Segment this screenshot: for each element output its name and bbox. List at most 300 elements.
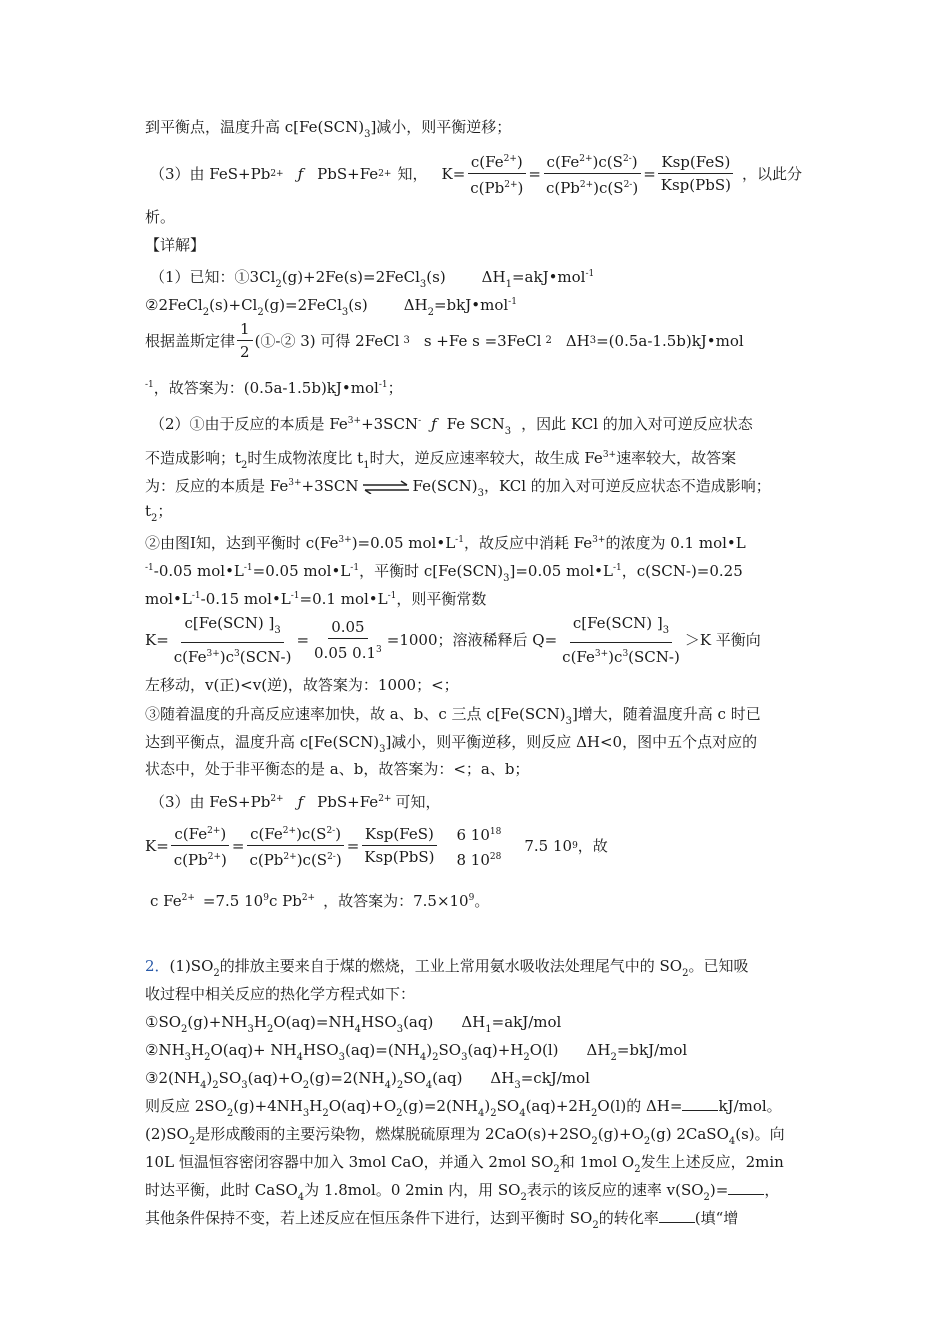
text-line bbox=[145, 731, 757, 761]
subscript: 3 bbox=[184, 1052, 192, 1063]
text: 时大，逆反应速率较大，故生成 Fe bbox=[369, 449, 603, 467]
text: ； bbox=[157, 502, 173, 520]
subscript: 2 bbox=[322, 1108, 329, 1119]
text: )=0.05 mol•L bbox=[351, 534, 456, 552]
superscript: -1 bbox=[350, 563, 360, 573]
text: ) bbox=[593, 179, 600, 197]
answer-blank[interactable] bbox=[659, 1208, 695, 1223]
superscript: 3+ bbox=[347, 416, 362, 426]
text: ③2(NH bbox=[145, 1069, 201, 1087]
text: ) bbox=[484, 1097, 491, 1115]
text: +3SCN bbox=[301, 477, 359, 495]
text: SO bbox=[403, 1069, 426, 1087]
reversible-arrow-icon bbox=[361, 480, 411, 494]
text: 时达平衡，此时 CaSO bbox=[145, 1181, 298, 1199]
text: Fe(SCN) bbox=[412, 477, 478, 495]
text: ；溶液稀释后 Q= bbox=[437, 631, 558, 649]
superscript: -1 bbox=[455, 535, 464, 545]
text: K= bbox=[145, 631, 169, 649]
text-line bbox=[145, 585, 486, 610]
text: ) bbox=[631, 153, 638, 171]
text: ，KCl 的加入对可逆反应状态不造成影响； bbox=[483, 477, 771, 495]
text-line bbox=[150, 410, 753, 443]
text: c[Fe(SCN) ] bbox=[184, 614, 275, 632]
text: HSO bbox=[361, 1013, 397, 1031]
text: ) bbox=[335, 825, 342, 843]
text: 根据盖斯定律 bbox=[145, 331, 236, 350]
text: ②NH bbox=[145, 1041, 185, 1059]
text: c(Fe bbox=[250, 825, 283, 843]
text: Fe SCN bbox=[446, 415, 505, 433]
text: (g)=2(NH bbox=[309, 1069, 385, 1087]
subscript: 4 bbox=[519, 1108, 526, 1119]
text: ) bbox=[206, 1069, 213, 1087]
subscript: 3 bbox=[241, 1080, 248, 1091]
text: -0.15 mol•L bbox=[200, 590, 291, 608]
text: K= bbox=[145, 836, 169, 855]
fraction bbox=[453, 821, 504, 871]
formula-line bbox=[145, 318, 744, 363]
text: 10L 恒温恒容密闭容器中加入 3mol CaO，并通入 2mol SO bbox=[145, 1153, 554, 1171]
text: =0.05 mol•L bbox=[252, 562, 351, 580]
subscript: 4 bbox=[425, 1080, 433, 1091]
text: (g)+O bbox=[597, 1125, 644, 1143]
text: 则反应 2SO bbox=[145, 1097, 227, 1115]
fraction bbox=[171, 612, 295, 668]
equilibrium-icon: ƒ bbox=[297, 164, 304, 183]
subscript: 1 bbox=[363, 460, 370, 471]
subscript: 2 bbox=[212, 1080, 219, 1091]
subscript: 3 bbox=[503, 573, 510, 584]
superscript: -1 bbox=[612, 563, 622, 573]
text: ]减小，则平衡逆移； bbox=[370, 118, 512, 136]
text-line: 左移动，v(正)<v(逆)，故答案为：1000；<； bbox=[145, 676, 459, 694]
text: =ckJ/mol bbox=[520, 1069, 590, 1087]
text: =7.5 10 bbox=[202, 892, 264, 910]
text: (aq)+H bbox=[467, 1041, 524, 1059]
subscript: 2 bbox=[151, 513, 158, 524]
text: c(Fe bbox=[562, 648, 595, 666]
text: ，以此分 bbox=[741, 164, 802, 183]
text: 知， bbox=[397, 164, 428, 183]
fraction bbox=[246, 820, 344, 871]
subscript: 2 bbox=[396, 1080, 404, 1091]
subscript: 2 bbox=[682, 968, 689, 979]
superscript: 2- bbox=[622, 154, 632, 164]
fraction bbox=[311, 616, 385, 664]
text-line bbox=[145, 955, 749, 985]
text: )= bbox=[709, 1181, 729, 1199]
superscript: -1 bbox=[508, 297, 517, 307]
text: ，则平衡常数 bbox=[396, 590, 487, 608]
text-line bbox=[150, 788, 440, 813]
text: c Pb bbox=[268, 892, 302, 910]
text: O(aq)+ NH bbox=[210, 1041, 297, 1059]
superscript: - bbox=[418, 416, 422, 426]
text: HSO bbox=[302, 1041, 339, 1059]
text: 和 1mol O bbox=[559, 1153, 635, 1171]
text: 到平衡点，温度升高 c[Fe(SCN) bbox=[145, 118, 365, 136]
text: c Fe bbox=[150, 892, 182, 910]
fraction bbox=[361, 823, 437, 868]
text: =akJ•mol bbox=[511, 268, 586, 286]
text: t bbox=[145, 502, 152, 520]
subscript: 2 bbox=[226, 1108, 234, 1119]
text-line bbox=[145, 1179, 779, 1209]
text: c(S bbox=[301, 825, 327, 843]
superscript: 2+ bbox=[301, 893, 316, 903]
superscript: -1 bbox=[585, 269, 595, 279]
subscript: 4 bbox=[728, 1136, 736, 1147]
subscript: 3 bbox=[247, 1024, 254, 1035]
equilibrium-icon: ƒ bbox=[297, 793, 304, 811]
text: ΔH bbox=[490, 1069, 515, 1087]
subscript: 4 bbox=[354, 1024, 362, 1035]
superscript: 3+ bbox=[602, 450, 617, 460]
text: (s)+Cl bbox=[209, 296, 258, 314]
text: （3）由 FeS+Pb bbox=[150, 793, 271, 811]
answer-blank[interactable] bbox=[682, 1096, 718, 1111]
text: (填“增 bbox=[694, 1209, 739, 1227]
superscript: -1 bbox=[243, 563, 253, 573]
subscript: 2 bbox=[188, 1136, 196, 1147]
subscript: 3 bbox=[403, 334, 410, 346]
text: c(Pb bbox=[173, 851, 208, 869]
superscript: 2+ bbox=[378, 794, 392, 804]
text: ) bbox=[221, 851, 227, 869]
text: c(Fe bbox=[173, 648, 207, 666]
superscript: 3+ bbox=[594, 649, 609, 659]
text: 速率较大，故答案 bbox=[616, 449, 737, 467]
text: 1 bbox=[237, 318, 253, 341]
text: ) bbox=[390, 1069, 397, 1087]
text: ) bbox=[592, 153, 599, 171]
text: PbS+Fe bbox=[317, 793, 379, 811]
text: Ksp(FeS) bbox=[362, 823, 437, 846]
text: (s)。向 bbox=[735, 1125, 785, 1143]
formula-line bbox=[150, 148, 802, 199]
subscript: 2 bbox=[643, 1136, 651, 1147]
text: 2 bbox=[240, 343, 250, 361]
text: 不造成影响；t bbox=[145, 449, 242, 467]
superscript: 2+ bbox=[504, 180, 518, 190]
answer-blank[interactable] bbox=[728, 1180, 764, 1195]
superscript: -1 bbox=[290, 591, 300, 601]
text: c(Pb bbox=[545, 179, 580, 197]
text: Ksp(PbS) bbox=[364, 848, 435, 866]
superscript: 2+ bbox=[283, 852, 297, 862]
subscript: 4 bbox=[419, 1052, 427, 1063]
subscript: 2 bbox=[520, 1192, 527, 1203]
equals: = bbox=[528, 164, 541, 183]
subscript: 2 bbox=[266, 1024, 274, 1035]
text: ) bbox=[335, 851, 342, 869]
text: ]增大，随着温度升高 c 时已 bbox=[571, 705, 761, 723]
text: ，故 bbox=[577, 836, 608, 855]
text: (SCN-) bbox=[239, 648, 292, 666]
text: (g)=2(NH bbox=[402, 1097, 479, 1115]
text: （1）已知：①3Cl bbox=[150, 268, 276, 286]
text: O(aq)=NH bbox=[273, 1013, 355, 1031]
subscript: 3 bbox=[662, 625, 670, 636]
text: ②2FeCl bbox=[145, 296, 203, 314]
text: (aq)+O bbox=[247, 1069, 303, 1087]
text: SO bbox=[496, 1097, 520, 1115]
text-line bbox=[145, 472, 771, 505]
superscript: 9 bbox=[263, 893, 269, 903]
subscript: 2 bbox=[427, 307, 434, 318]
superscript: -1 bbox=[378, 380, 388, 390]
superscript: 9 bbox=[572, 840, 578, 851]
text: O(l)的 ΔH= bbox=[597, 1097, 683, 1115]
superscript: 3+ bbox=[338, 535, 352, 545]
text-line bbox=[145, 116, 511, 146]
text: (1)SO bbox=[169, 957, 214, 975]
text: H bbox=[253, 1013, 267, 1031]
text: (SCN-) bbox=[628, 648, 680, 666]
text: ＞K 平衡向 bbox=[684, 631, 761, 649]
text: 。 bbox=[474, 892, 490, 910]
text: PbS+Fe bbox=[317, 164, 379, 183]
superscript: -1 bbox=[145, 563, 154, 573]
subscript: 1 bbox=[505, 279, 512, 290]
subscript: 2 bbox=[490, 1108, 497, 1119]
superscript: 3+ bbox=[592, 535, 606, 545]
text-line bbox=[145, 1039, 687, 1069]
subscript: 1 bbox=[485, 1024, 492, 1035]
text: c(Fe bbox=[470, 153, 504, 171]
text: 。已知吸 bbox=[688, 957, 749, 975]
text: 的排放主要来自于煤的燃烧，工业上常用氨水吸收法处理尾气中的 SO bbox=[219, 957, 683, 975]
text: =(0.5a-1.5b)kJ•mol bbox=[596, 331, 744, 350]
superscript: 2+ bbox=[270, 794, 284, 804]
text: c[Fe(SCN) ] bbox=[572, 614, 663, 632]
text: ，故反应中消耗 Fe bbox=[463, 534, 593, 552]
text: c(Fe bbox=[174, 825, 208, 843]
text: (s) bbox=[348, 296, 368, 314]
text-line: 析。 bbox=[145, 208, 176, 226]
text: mol•L bbox=[145, 590, 192, 608]
formula-line bbox=[145, 612, 761, 668]
text: ) bbox=[516, 153, 523, 171]
text: c(S bbox=[598, 153, 623, 171]
subscript: 3 bbox=[274, 625, 281, 636]
text: ②由图Ⅰ知，达到平衡时 c(Fe bbox=[145, 534, 339, 552]
text: =akJ/mol bbox=[491, 1013, 562, 1031]
fraction bbox=[543, 148, 641, 199]
text: 0.05 bbox=[328, 616, 367, 639]
text: (①-② 3) 可得 2FeCl bbox=[254, 331, 400, 350]
subscript: 3 bbox=[419, 279, 427, 290]
subscript: 2 bbox=[592, 1220, 599, 1231]
text: =bkJ•mol bbox=[433, 296, 509, 314]
superscript: 28 bbox=[489, 851, 502, 862]
subscript: 4 bbox=[478, 1108, 485, 1119]
subscript: 3 bbox=[364, 129, 371, 140]
text: ，平衡时 c[Fe(SCN) bbox=[359, 562, 504, 580]
text: ) bbox=[220, 825, 227, 843]
text: K= bbox=[441, 164, 466, 183]
text: 为 1.8mol。0 2min 内，用 SO bbox=[304, 1181, 521, 1199]
text: O(aq)+O bbox=[328, 1097, 397, 1115]
text-line bbox=[145, 374, 403, 399]
equilibrium-icon: ƒ bbox=[431, 415, 437, 433]
superscript: 2+ bbox=[270, 168, 284, 179]
superscript: 2+ bbox=[282, 826, 297, 836]
subscript: 4 bbox=[297, 1192, 305, 1203]
subscript: 3 bbox=[461, 1052, 468, 1063]
fraction bbox=[559, 612, 683, 668]
section-heading: 【详解】 bbox=[145, 236, 206, 254]
text: c(Pb bbox=[249, 851, 284, 869]
superscript: 2+ bbox=[579, 180, 594, 190]
text: (g)+4NH bbox=[233, 1097, 303, 1115]
superscript: 3 bbox=[622, 649, 629, 659]
subscript: 3 bbox=[589, 334, 597, 346]
subscript: 3 bbox=[565, 716, 572, 727]
text: )c bbox=[219, 648, 235, 666]
text: ； bbox=[387, 379, 403, 397]
subscript: 3 bbox=[477, 488, 484, 499]
text: ) bbox=[517, 179, 524, 197]
text: 时生成物浓度比 t bbox=[247, 449, 364, 467]
subscript: 2 bbox=[591, 1136, 598, 1147]
text: (2)SO bbox=[145, 1125, 189, 1143]
subscript: 2 bbox=[553, 1164, 560, 1175]
text: H bbox=[309, 1097, 323, 1115]
text: ，因此 KCl 的加入对可逆反应状态 bbox=[521, 415, 753, 433]
subscript: 2 bbox=[275, 279, 282, 290]
text-line bbox=[145, 1207, 738, 1237]
subscript: 3 bbox=[514, 1080, 521, 1091]
subscript: 2 bbox=[432, 1052, 439, 1063]
superscript: -1 bbox=[387, 591, 397, 601]
subscript: 3 bbox=[302, 1108, 310, 1119]
subscript: 3 bbox=[504, 426, 512, 437]
text: 达到平衡点，温度升高 c[Fe(SCN) bbox=[145, 733, 380, 751]
text-line bbox=[145, 500, 172, 530]
subscript: 2 bbox=[523, 1052, 530, 1063]
superscript: -1 bbox=[191, 591, 201, 601]
question-number: 2． bbox=[145, 957, 170, 975]
equals: = bbox=[296, 631, 310, 649]
subscript: 3 bbox=[379, 744, 386, 755]
text: 0.05 0.1 bbox=[314, 644, 377, 662]
text: ， bbox=[764, 1181, 780, 1199]
text: 8 10 bbox=[456, 850, 490, 869]
text: ) bbox=[426, 1041, 433, 1059]
subscript: 3 bbox=[341, 307, 349, 318]
superscript: 3+ bbox=[288, 478, 302, 488]
text: 的浓度为 0.1 mol•L bbox=[605, 534, 746, 552]
text: ]减小，则平衡逆移，则反应 ΔH<0，图中五个点对应的 bbox=[385, 733, 758, 751]
text: (aq) bbox=[432, 1069, 463, 1087]
text: (aq)=(NH bbox=[345, 1041, 420, 1059]
equals: = bbox=[231, 836, 245, 855]
subscript: 4 bbox=[200, 1080, 207, 1091]
text-line bbox=[145, 1123, 785, 1153]
superscript: 3 bbox=[234, 649, 240, 659]
superscript: 2+ bbox=[181, 893, 195, 903]
text: c(S bbox=[599, 179, 624, 197]
text: =1000 bbox=[386, 631, 438, 649]
equals: = bbox=[643, 164, 656, 183]
subscript: 3 bbox=[338, 1052, 345, 1063]
text: (aq) bbox=[403, 1013, 434, 1031]
text: kJ/mol。 bbox=[718, 1097, 782, 1115]
superscript: 3 bbox=[376, 645, 382, 655]
text: 其他条件保持不变，若上述反应在恒压条件下进行，达到平衡时 SO bbox=[145, 1209, 593, 1227]
subscript: 3 bbox=[396, 1024, 404, 1035]
text: 6 10 bbox=[456, 825, 490, 844]
superscript: 2+ bbox=[207, 852, 222, 862]
text: (g)+2Fe(s)=2FeCl bbox=[281, 268, 420, 286]
subscript: 2 bbox=[610, 1052, 617, 1063]
text: =bkJ/mol bbox=[616, 1041, 688, 1059]
text: ΔH bbox=[481, 268, 506, 286]
text: ]=0.05 mol•L bbox=[509, 562, 613, 580]
text: （2）①由于反应的本质是 Fe bbox=[150, 415, 348, 433]
text: ，c(SCN-)=0.25 bbox=[621, 562, 743, 580]
subscript: 2 bbox=[202, 307, 210, 318]
subscript: 2 bbox=[181, 1024, 188, 1035]
subscript: 4 bbox=[384, 1080, 391, 1091]
text: ΔH bbox=[461, 1013, 486, 1031]
text: ) bbox=[632, 179, 639, 197]
text: （3）由 FeS+Pb bbox=[150, 164, 271, 183]
text-line bbox=[145, 1067, 590, 1097]
equals: = bbox=[346, 836, 360, 855]
text: )c bbox=[608, 648, 623, 666]
subscript: 2 bbox=[204, 1052, 211, 1063]
text: ΔH bbox=[403, 296, 428, 314]
text: SO bbox=[218, 1069, 242, 1087]
formula-line bbox=[145, 820, 608, 871]
text: ，故答案为：7.5×10 bbox=[323, 892, 469, 910]
superscript: 18 bbox=[489, 826, 502, 837]
subscript: 2 bbox=[634, 1164, 641, 1175]
text: ，故答案为：(0.5a-1.5b)kJ•mol bbox=[153, 379, 379, 397]
superscript: 2+ bbox=[579, 154, 593, 164]
text: s +Fe s =3FeCl bbox=[423, 331, 542, 350]
text: c(S bbox=[302, 851, 328, 869]
text-line bbox=[145, 1095, 782, 1125]
fraction bbox=[171, 820, 230, 871]
text: 为：反应的本质是 Fe bbox=[145, 477, 289, 495]
text-line: 状态中，处于非平衡态的是 a、b，故答案为：<；a、b； bbox=[145, 760, 530, 778]
text: 可知， bbox=[395, 793, 441, 811]
text: 的转化率 bbox=[598, 1209, 659, 1227]
superscript: 3+ bbox=[206, 649, 220, 659]
fraction bbox=[467, 148, 526, 199]
superscript: 2- bbox=[623, 180, 633, 190]
text: (aq)+2H bbox=[525, 1097, 592, 1115]
text: ΔH bbox=[565, 331, 590, 350]
subscript: 2 bbox=[545, 334, 552, 346]
subscript: 2 bbox=[591, 1108, 598, 1119]
subscript: 2 bbox=[257, 307, 264, 318]
superscript: 2- bbox=[327, 852, 336, 862]
fraction bbox=[237, 318, 253, 363]
text: -0.05 mol•L bbox=[153, 562, 244, 580]
superscript: 2- bbox=[326, 826, 336, 836]
text: H bbox=[191, 1041, 205, 1059]
superscript: -1 bbox=[145, 380, 154, 390]
text: ) bbox=[296, 851, 303, 869]
text-line bbox=[145, 1151, 784, 1181]
text: 发生上述反应，2min bbox=[640, 1153, 784, 1171]
text: (g) 2CaSO bbox=[650, 1125, 729, 1143]
